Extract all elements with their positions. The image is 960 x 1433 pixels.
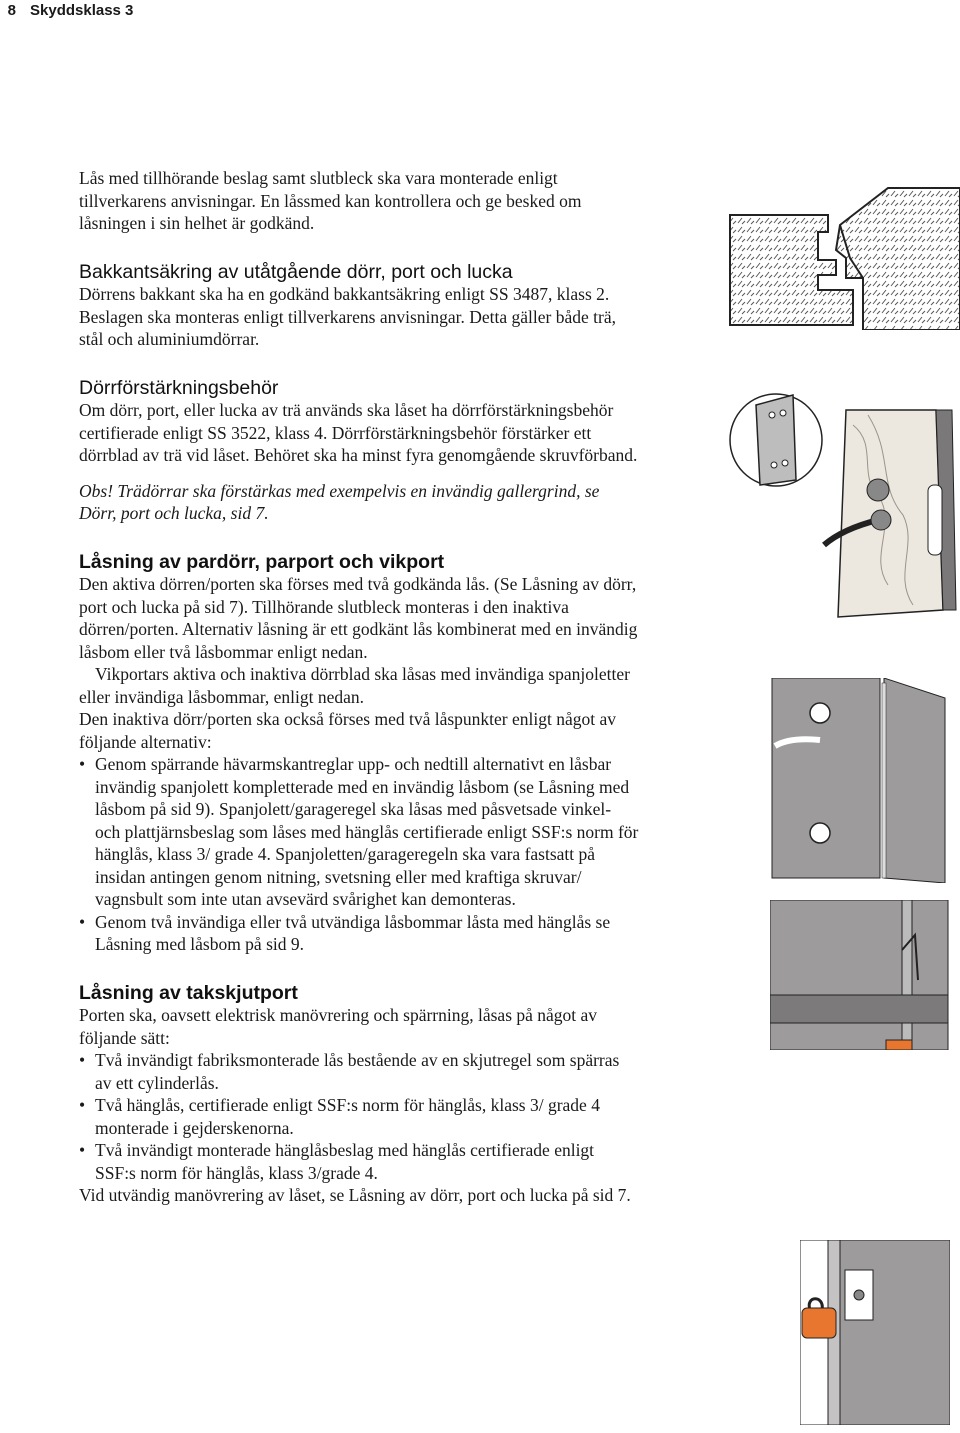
section-body: Vikportars aktiva och inaktiva dörrblad ska låsas med invändiga spanjoletter eller invändiga låsbommar, enligt nedan. [79, 664, 630, 707]
section-body: Den inaktiva dörr/porten ska också förses med två låspunkter enligt något av följande alternativ: [79, 709, 616, 752]
intro-paragraph: Lås med tillhörande beslag samt slutbleck ska vara monterade enligt tillverkarens anvisningar. En låssmed kan kontrollera och ge besked om låsningen i sin helhet är godkänd. [79, 168, 582, 233]
note-paragraph: Obs! Trädörrar ska förstärkas med exempelvis en invändig gallergrind, se Dörr, port och lucka, sid 7. [79, 480, 600, 523]
page-number: 8 [7, 1, 16, 19]
section-bakkantsakring [79, 261, 639, 351]
running-title: Skyddsklass 3 [30, 1, 134, 19]
sliding-door-padlock-illustration [800, 1240, 950, 1425]
section-body: Porten ska, oavsett elektrisk manövrering och spärrning, låsas på något av följande sätt: [79, 1005, 598, 1048]
main-column [79, 167, 639, 1207]
section-body: Den aktiva dörren/porten ska förses med två godkända lås. (Se Låsning av dörr, port och lucka på sid 7). Tillhörande slutbleck monteras i den inaktiva dörren/porten. Alternativ låsning är ett godkänt lås kombinerat med en invändig låsbom eller två låsbommar enligt nedan. [79, 574, 638, 662]
list-item: • Genom två invändiga eller två utvändiga låsbommar låsta med hänglås se Låsning med låsbom på sid 9. [79, 911, 639, 956]
list-item: • Två hänglås, certifierade enligt SSF:s norm för hänglås, klass 3/ grade 4 monterade i gejderskenorna. [79, 1094, 639, 1139]
section-heading: Låsning av takskjutport [79, 981, 298, 1004]
spanjolett-padlock-illustration [770, 900, 950, 1050]
section-heading: Bakkantsäkring av utåtgående dörr, port och lucka [79, 260, 513, 283]
section-heading: Låsning av pardörr, parport och vikport [79, 550, 445, 573]
door-reinforcement-illustration [728, 385, 960, 620]
section-heading: Dörrförstärkningsbehör [79, 376, 279, 399]
section-body: Vid utvändig manövrering av låset, se Låsning av dörr, port och lucka på sid 7. [79, 1185, 631, 1205]
bullet-list [79, 753, 639, 956]
double-door-locks-illustration [770, 678, 950, 883]
list-item: • Två invändigt monterade hänglåsbeslag med hänglås certifierade enligt SSF:s norm för hänglås, klass 3/grade 4. [79, 1139, 639, 1184]
list-item: • Två invändigt fabriksmonterade lås bestående av en skjutregel som spärras av ett cylinderlås. [79, 1049, 639, 1094]
section-body: Om dörr, port, eller lucka av trä används ska låset ha dörrförstärkningsbehör certifierade enligt SS 3522, klass 4. Dörrförstärkningsbehör förstärker ett dörrblad av trä vid låset. Behöret ska ha minst fyra genomgående skruvförband. [79, 400, 638, 465]
section-pardorr [79, 551, 639, 956]
section-body: Dörrens bakkant ska ha en godkänd bakkantsäkring enligt SS 3487, klass 2. Beslagen ska monteras enligt tillverkarens anvisningar. Detta gäller både trä, stål och aluminiumdörrar. [79, 284, 616, 349]
section-dorrforstarkning [79, 377, 639, 525]
door-edge-profile-illustration [728, 180, 960, 330]
bullet-list [79, 1049, 639, 1184]
section-takskjutport [79, 982, 639, 1207]
page-header [0, 0, 133, 20]
list-item: • Genom spärrande hävarmskantreglar upp- och nedtill alternativt en låsbar invändig spanjolett kompletterade med en invändig låsbom (se Låsning med låsbom på sid 9). Spanjolett/garageregel ska låsas med påsvetsade vinkel- och plattjärnsbeslag som låses med hänglås certifierade enligt SSF:s norm för hänglås, klass 3/ grade 4. Spanjoletten/garageregeln ska vara fastsatt på insidan antingen genom nitning, svetsning eller med kraftiga skruvar/ vagnsbult som inte utan avsevärd svårighet kan demonteras. [79, 753, 639, 911]
